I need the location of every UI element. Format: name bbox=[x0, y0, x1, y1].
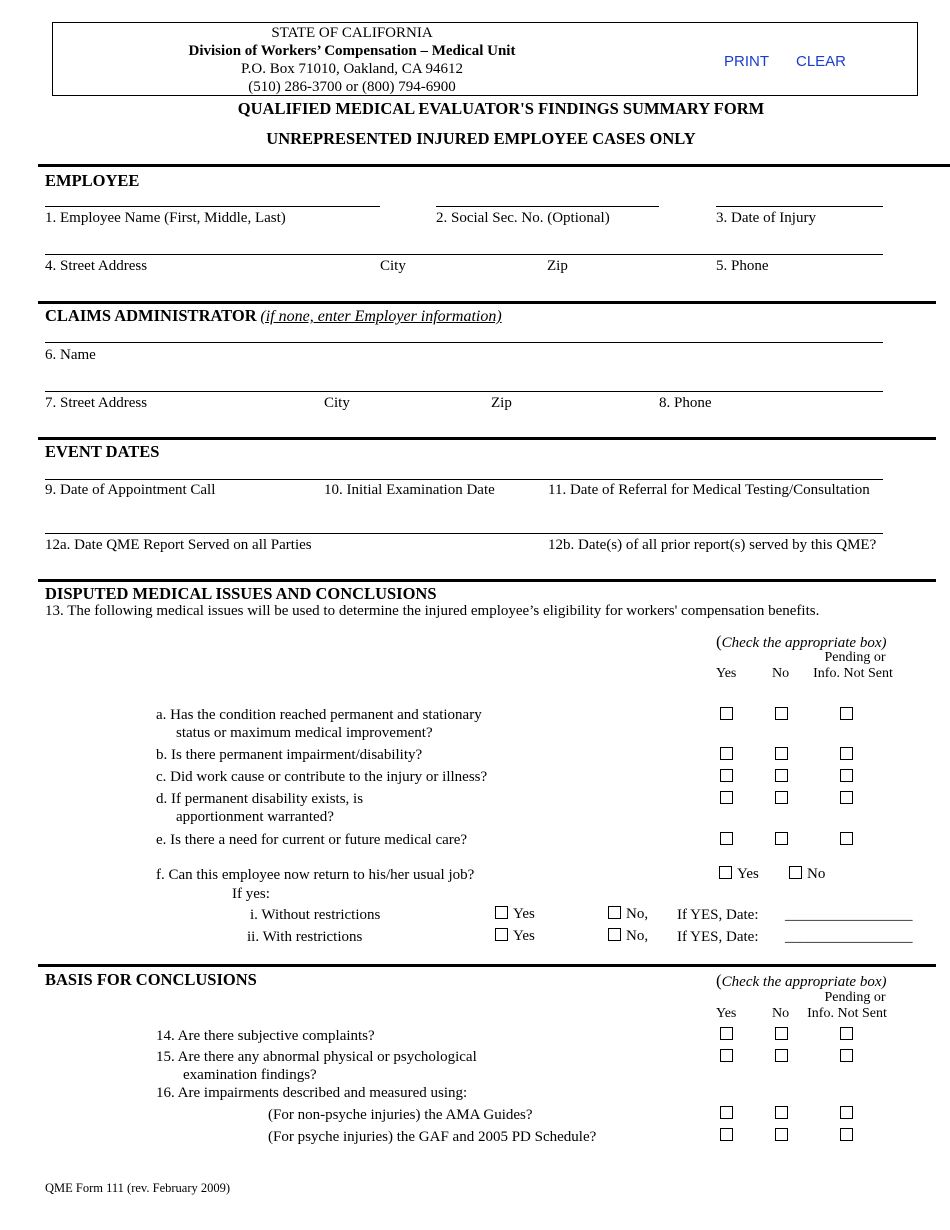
claims-heading-note: (if none, enter Employer information) bbox=[260, 308, 502, 325]
report-served-input[interactable] bbox=[45, 515, 885, 534]
form-title: QUALIFIED MEDICAL EVALUATOR'S FINDINGS SUMMARY FORM bbox=[237, 99, 765, 118]
q-d-no-checkbox[interactable] bbox=[775, 791, 788, 804]
without-restrictions-yes-label: Yes bbox=[513, 906, 535, 922]
basis-check-instruction: (Check the appropriate box) bbox=[716, 971, 887, 990]
with-restrictions-no-label: No, bbox=[626, 928, 649, 944]
clear-button[interactable]: CLEAR bbox=[796, 53, 847, 70]
q16b-pending-checkbox[interactable] bbox=[840, 1128, 853, 1141]
with-restrictions-date-field[interactable]: _________________ bbox=[785, 929, 913, 945]
claims-name-label: 6. Name bbox=[45, 347, 96, 363]
disputed-intro: 13. The following medical issues will be used to determine the injured employee’s eligibility for workers' compensation benefits. bbox=[45, 603, 820, 619]
question-a-line2: status or maximum medical improvement? bbox=[176, 725, 433, 741]
question-d-line1: d. If permanent disability exists, is bbox=[156, 791, 364, 807]
q16b-yes-checkbox[interactable] bbox=[720, 1128, 733, 1141]
q-a-yes-checkbox[interactable] bbox=[720, 707, 733, 720]
employee-name-input[interactable] bbox=[45, 188, 383, 207]
question-14: 14. Are there subjective complaints? bbox=[156, 1028, 375, 1044]
q-f-no-checkbox[interactable] bbox=[789, 866, 802, 879]
q-a-no-checkbox[interactable] bbox=[775, 707, 788, 720]
q-c-pending-checkbox[interactable] bbox=[840, 769, 853, 782]
q-d-yes-checkbox[interactable] bbox=[720, 791, 733, 804]
q-b-yes-checkbox[interactable] bbox=[720, 747, 733, 760]
events-heading: EVENT DATES bbox=[45, 442, 160, 461]
section-divider bbox=[38, 164, 950, 167]
section-divider bbox=[38, 301, 936, 304]
employee-name-label: 1. Employee Name (First, Middle, Last) bbox=[45, 210, 286, 226]
field-line bbox=[45, 391, 883, 392]
q16b-no-checkbox[interactable] bbox=[775, 1128, 788, 1141]
field-line bbox=[436, 206, 659, 207]
question-15-line2: examination findings? bbox=[183, 1067, 317, 1083]
claims-heading-row bbox=[45, 306, 502, 326]
report-served-label: 12a. Date QME Report Served on all Parties bbox=[45, 537, 312, 553]
without-restrictions-no-checkbox[interactable] bbox=[608, 906, 621, 919]
field-line bbox=[45, 479, 883, 480]
q-e-no-checkbox[interactable] bbox=[775, 832, 788, 845]
basis-pending-header-1: Pending or bbox=[824, 990, 886, 1005]
claims-address-input[interactable] bbox=[45, 373, 885, 392]
employee-address-input[interactable] bbox=[45, 236, 885, 255]
question-d-line2: apportionment warranted? bbox=[176, 809, 334, 825]
q16a-yes-checkbox[interactable] bbox=[720, 1106, 733, 1119]
ssn-input[interactable] bbox=[436, 188, 662, 207]
claims-name-input[interactable] bbox=[45, 324, 885, 343]
q16a-pending-checkbox[interactable] bbox=[840, 1106, 853, 1119]
pending-header-2: Info. Not Sent bbox=[813, 666, 893, 681]
basis-yes-column-header: Yes bbox=[716, 1006, 737, 1021]
question-16b: (For psyche injuries) the GAF and 2005 PD Schedule? bbox=[268, 1129, 597, 1145]
form-id-footer: QME Form 111 (rev. February 2009) bbox=[45, 1181, 231, 1195]
q-e-pending-checkbox[interactable] bbox=[840, 832, 853, 845]
initial-exam-label: 10. Initial Examination Date bbox=[324, 482, 495, 498]
section-divider bbox=[38, 579, 936, 582]
basis-pending-header-2: Info. Not Sent bbox=[807, 1006, 887, 1021]
question-f: f. Can this employee now return to his/her usual job? bbox=[156, 867, 475, 883]
date-of-injury-label: 3. Date of Injury bbox=[716, 210, 816, 226]
header-phone: (510) 286-3700 or (800) 794-6900 bbox=[248, 79, 456, 95]
claims-heading: CLAIMS ADMINISTRATOR bbox=[45, 306, 257, 325]
field-line bbox=[716, 206, 883, 207]
question-15-line1: 15. Are there any abnormal physical or psychological bbox=[156, 1049, 477, 1065]
form-subtitle: UNREPRESENTED INJURED EMPLOYEE CASES ONLY bbox=[266, 129, 696, 148]
section-divider bbox=[38, 964, 936, 967]
field-line bbox=[45, 533, 883, 534]
q-d-pending-checkbox[interactable] bbox=[840, 791, 853, 804]
without-restrictions-date-field[interactable]: _________________ bbox=[785, 907, 913, 923]
header-address: P.O. Box 71010, Oakland, CA 94612 bbox=[240, 61, 464, 77]
event-dates-input[interactable] bbox=[45, 461, 885, 480]
without-restrictions-label: i. Without restrictions bbox=[250, 907, 381, 923]
question-a-line1: a. Has the condition reached permanent and stationary bbox=[156, 707, 482, 723]
check-instruction: (Check the appropriate box) bbox=[716, 632, 887, 651]
section-divider bbox=[38, 437, 936, 440]
date-of-injury-input[interactable] bbox=[716, 188, 886, 207]
print-button[interactable]: PRINT bbox=[724, 53, 769, 70]
q-a-pending-checkbox[interactable] bbox=[840, 707, 853, 720]
basis-heading: BASIS FOR CONCLUSIONS bbox=[45, 970, 257, 989]
pending-header-1: Pending or bbox=[824, 650, 886, 665]
with-restrictions-date-label: If YES, Date: bbox=[677, 929, 759, 945]
division-name: Division of Workers’ Compensation – Medical Unit bbox=[188, 43, 516, 59]
claims-street-label: 7. Street Address bbox=[45, 395, 148, 411]
question-16: 16. Are impairments described and measured using: bbox=[156, 1085, 468, 1101]
q15-yes-checkbox[interactable] bbox=[720, 1049, 733, 1062]
with-restrictions-yes-checkbox[interactable] bbox=[495, 928, 508, 941]
yes-column-header: Yes bbox=[716, 666, 737, 681]
with-restrictions-no-checkbox[interactable] bbox=[608, 928, 621, 941]
state-name: STATE OF CALIFORNIA bbox=[271, 25, 433, 41]
q-f-yes-label: Yes bbox=[737, 866, 759, 882]
question-16a: (For non-psyche injuries) the AMA Guides? bbox=[268, 1107, 533, 1123]
with-restrictions-yes-label: Yes bbox=[513, 928, 535, 944]
ssn-label: 2. Social Sec. No. (Optional) bbox=[436, 210, 610, 226]
q16a-no-checkbox[interactable] bbox=[775, 1106, 788, 1119]
employee-heading: EMPLOYEE bbox=[45, 171, 140, 190]
prior-reports-label: 12b. Date(s) of all prior report(s) served by this QME? bbox=[548, 537, 877, 553]
q-b-no-checkbox[interactable] bbox=[775, 747, 788, 760]
question-b: b. Is there permanent impairment/disability? bbox=[156, 747, 423, 763]
claims-phone-label: 8. Phone bbox=[659, 395, 712, 411]
no-column-header: No bbox=[772, 666, 790, 681]
field-line bbox=[45, 254, 883, 255]
q-f-no-label: No bbox=[807, 866, 826, 882]
q15-pending-checkbox[interactable] bbox=[840, 1049, 853, 1062]
question-c: c. Did work cause or contribute to the injury or illness? bbox=[156, 769, 488, 785]
q15-no-checkbox[interactable] bbox=[775, 1049, 788, 1062]
q-c-no-checkbox[interactable] bbox=[775, 769, 788, 782]
if-yes-label: If yes: bbox=[232, 886, 270, 902]
without-restrictions-date-label: If YES, Date: bbox=[677, 907, 759, 923]
q-b-pending-checkbox[interactable] bbox=[840, 747, 853, 760]
q-c-yes-checkbox[interactable] bbox=[720, 769, 733, 782]
employee-street-label: 4. Street Address bbox=[45, 258, 148, 274]
claims-city-label: City bbox=[324, 395, 350, 411]
q14-no-checkbox[interactable] bbox=[775, 1027, 788, 1040]
disputed-heading: DISPUTED MEDICAL ISSUES AND CONCLUSIONS bbox=[45, 584, 437, 603]
without-restrictions-no-label: No, bbox=[626, 906, 649, 922]
without-restrictions-yes-checkbox[interactable] bbox=[495, 906, 508, 919]
q14-yes-checkbox[interactable] bbox=[720, 1027, 733, 1040]
field-line bbox=[45, 342, 883, 343]
basis-no-column-header: No bbox=[772, 1006, 790, 1021]
appointment-call-label: 9. Date of Appointment Call bbox=[45, 482, 216, 498]
q-f-yes-checkbox[interactable] bbox=[719, 866, 732, 879]
employee-city-label: City bbox=[380, 258, 406, 274]
question-e: e. Is there a need for current or future medical care? bbox=[156, 832, 468, 848]
claims-zip-label: Zip bbox=[491, 395, 512, 411]
field-line bbox=[45, 206, 380, 207]
employee-phone-label: 5. Phone bbox=[716, 258, 769, 274]
employee-zip-label: Zip bbox=[547, 258, 568, 274]
q14-pending-checkbox[interactable] bbox=[840, 1027, 853, 1040]
q-e-yes-checkbox[interactable] bbox=[720, 832, 733, 845]
with-restrictions-label: ii. With restrictions bbox=[247, 929, 363, 945]
referral-date-label: 11. Date of Referral for Medical Testing/Consultation bbox=[548, 482, 870, 498]
